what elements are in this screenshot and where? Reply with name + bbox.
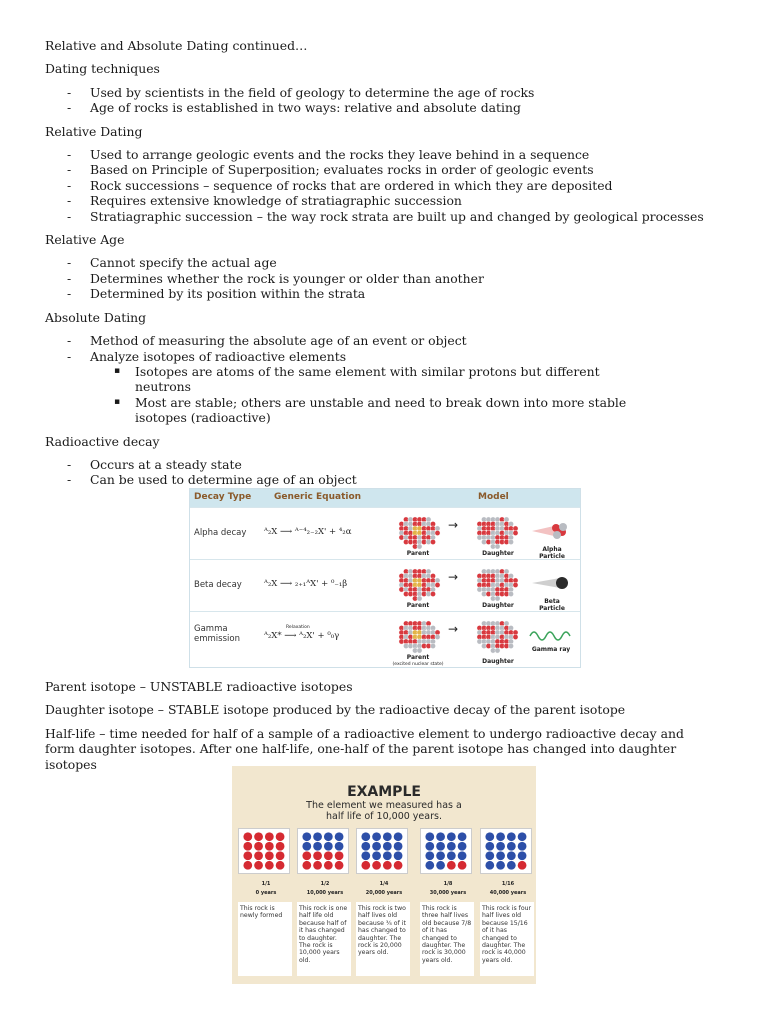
nucleon — [430, 643, 435, 648]
excited-state-note: (excited nuclear state) — [392, 662, 444, 667]
daughter-atom — [447, 832, 456, 841]
daughter-atom — [425, 851, 434, 860]
daughter-atom — [436, 851, 445, 860]
stage-description: This rock is newly formed — [238, 902, 292, 976]
parent-atom — [324, 851, 333, 860]
daughter-atom — [383, 851, 392, 860]
parent-atom — [254, 842, 263, 851]
stage-column — [356, 828, 412, 976]
relaxation-label: Relaxation — [286, 625, 310, 630]
daughter-atom — [447, 842, 456, 851]
parent-atom — [313, 851, 322, 860]
alpha-decay-row — [190, 507, 580, 560]
figure-header — [190, 489, 580, 507]
parent-atom — [243, 832, 252, 841]
daughter-atom — [372, 851, 381, 860]
daughter-atom — [507, 832, 516, 841]
nucleon — [435, 634, 440, 639]
isotope-definitions — [45, 679, 735, 780]
doc-title: Relative and Absolute Dating continued… — [45, 38, 308, 53]
daughter-atom — [372, 832, 381, 841]
stage-description: This rock is two half lives old because ¾ of it has changed to daughter. The rock is 20,000 years old. — [356, 902, 410, 976]
list-item: - Method of measuring the absolute age of an event or object — [67, 333, 467, 349]
nucleon — [495, 544, 500, 549]
nucleon — [508, 643, 513, 648]
parent-atom — [254, 851, 263, 860]
arrow-icon: → — [448, 518, 459, 532]
parent-isotope-definition: Parent isotope – UNSTABLE radioactive isotopes — [45, 679, 353, 694]
nucleon — [430, 539, 435, 544]
daughter-atom — [518, 842, 527, 851]
parent-atom — [302, 851, 311, 860]
daughter-atom — [372, 842, 381, 851]
parent-atom — [243, 851, 252, 860]
section-heading-relative-dating: Relative Dating — [45, 123, 143, 139]
daughter-atom — [335, 842, 344, 851]
nucleon — [495, 596, 500, 601]
alpha-particle-icon — [530, 518, 574, 544]
parent-atom — [276, 861, 285, 870]
beta-decay-row — [190, 559, 580, 612]
list-item: - Requires extensive knowledge of stratiagraphic succession — [67, 193, 462, 209]
daughter-atom — [458, 832, 467, 841]
emitted-label: Gamma ray — [531, 646, 571, 653]
stage-column — [420, 828, 476, 976]
daughter-atom — [485, 861, 494, 870]
parent-atom — [276, 832, 285, 841]
radioactive-decay-list — [45, 457, 735, 488]
list-item: - Used to arrange geologic events and the rocks they leave behind in a sequence — [67, 147, 590, 163]
parent-nucleus-icon — [394, 512, 442, 550]
atom-grid — [297, 828, 349, 874]
daughter-atom — [496, 861, 505, 870]
daughter-atom — [425, 861, 434, 870]
parent-atom — [335, 861, 344, 870]
example-title: EXAMPLE — [347, 784, 421, 800]
parent-atom — [276, 842, 285, 851]
parent-atom — [458, 861, 467, 870]
daughter-atom — [507, 861, 516, 870]
emitted-label: Alpha Particle — [539, 546, 565, 560]
parent-atom — [313, 861, 322, 870]
daughter-atom — [496, 832, 505, 841]
daughter-atom — [335, 832, 344, 841]
parent-nucleus-icon — [394, 564, 442, 602]
daughter-atom — [458, 842, 467, 851]
absolute-dating-list — [45, 333, 735, 425]
section-heading-dating-techniques: Dating techniques — [45, 61, 160, 77]
daughter-atom — [361, 842, 370, 851]
list-item: - Used by scientists in the field of geology to determine the age of rocks — [67, 84, 535, 100]
parent-atom — [243, 842, 252, 851]
stage-years: 40,000 years — [489, 890, 527, 896]
daughter-atom — [394, 851, 403, 860]
parent-atom — [394, 861, 403, 870]
sublist-item: ▪ Isotopes are atoms of the same element with similar protons but different neutrons — [114, 363, 600, 395]
stage-fraction: 1/2 — [320, 881, 330, 887]
parent-atom — [447, 861, 456, 870]
daughter-label: Daughter — [482, 602, 514, 609]
daughter-label: Daughter — [482, 550, 514, 557]
daughter-atom — [383, 842, 392, 851]
daughter-atom — [436, 842, 445, 851]
daughter-atom — [394, 832, 403, 841]
list-item: - Analyze isotopes of radioactive elements ▪ Isotopes are atoms of the same element with similar protons but different neutrons ▪ Most are stable; others are unstable and need to break down into more stable isotopes (radioactive) — [45, 349, 735, 426]
parent-atom — [372, 861, 381, 870]
list-item: - Occurs at a steady state — [67, 456, 242, 472]
daughter-atom — [507, 851, 516, 860]
stage-years: 10,000 years — [306, 890, 344, 896]
daughter-atom — [302, 832, 311, 841]
header-decay-type: Decay Type — [194, 492, 252, 502]
atom-grid — [420, 828, 472, 874]
daughter-atom — [447, 851, 456, 860]
daughter-atom — [425, 842, 434, 851]
stage-fraction: 1/4 — [379, 881, 389, 887]
parent-atom — [243, 861, 252, 870]
parent-atom — [265, 851, 274, 860]
daughter-atom — [485, 842, 494, 851]
section-heading-absolute-dating: Absolute Dating — [45, 309, 147, 325]
parent-atom — [302, 861, 311, 870]
daughter-atom — [361, 832, 370, 841]
header-model: Model — [478, 492, 509, 502]
nucleon — [495, 648, 500, 653]
daughter-atom — [458, 851, 467, 860]
row-equation: ᴬ₂X* ⟶ ᴬ₂X' + ⁰₀γ — [264, 631, 340, 641]
arrow-icon: → — [448, 622, 459, 636]
beta-particle-icon — [530, 570, 574, 596]
row-name: Alpha decay — [194, 528, 247, 538]
nucleon — [513, 530, 518, 535]
nucleon — [417, 596, 422, 601]
relative-age-list — [45, 255, 735, 301]
daughter-atom — [324, 842, 333, 851]
list-item: - Based on Principle of Superposition; evaluates rocks in order of geologic events — [67, 162, 594, 178]
parent-atom — [335, 851, 344, 860]
nucleon — [508, 539, 513, 544]
document-body — [45, 38, 735, 496]
isotope-sublist — [90, 364, 735, 426]
stage-description: This rock is three half lives old because 7/8 of it has changed to daughter. The rock is 30,000 years old. — [420, 902, 474, 976]
daughter-atom — [507, 842, 516, 851]
row-equation: ᴬ₂X ⟶ ₂₊₁ᴬX' + ⁰₋₁β — [264, 579, 348, 589]
stage-fraction: 1/8 — [443, 881, 453, 887]
daughter-nucleus-icon — [472, 512, 520, 550]
parent-atom — [265, 842, 274, 851]
daughter-nucleus-icon — [472, 564, 520, 602]
daughter-atom — [436, 832, 445, 841]
atom-grid — [238, 828, 290, 874]
daughter-isotope-definition: Daughter isotope – STABLE isotope produced by the radioactive decay of the parent isotope — [45, 702, 626, 718]
list-item: - Rock successions – sequence of rocks that are ordered in which they are deposited — [67, 177, 613, 193]
list-item: - Determined by its position within the strata — [67, 286, 366, 302]
section-heading-radioactive-decay: Radioactive decay — [45, 433, 160, 449]
stage-years: 0 years — [255, 890, 277, 896]
daughter-atom — [485, 851, 494, 860]
list-item: - Determines whether the rock is younger or older than another — [67, 270, 484, 286]
stage-years: 30,000 years — [429, 890, 467, 896]
daughter-atom — [302, 842, 311, 851]
daughter-atom — [518, 851, 527, 860]
gamma-emission-row — [190, 611, 580, 668]
row-name: Beta decay — [194, 580, 242, 590]
stage-years: 20,000 years — [365, 890, 403, 896]
relative-dating-list — [45, 147, 735, 224]
emitted-label: Beta Particle — [539, 598, 565, 612]
daughter-nucleus-icon — [472, 616, 520, 654]
nucleon — [417, 544, 422, 549]
list-item: - Stratiagraphic succession – the way rock strata are built up and changed by geological processes — [67, 208, 704, 224]
stage-column — [480, 828, 536, 976]
parent-atom — [276, 851, 285, 860]
parent-atom — [254, 861, 263, 870]
sublist-item: ▪ Most are stable; others are unstable and need to break down into more stable isotopes (radioactive) — [114, 394, 627, 426]
row-equation: ᴬ₂X ⟶ ᴬ⁻⁴₂₋₂X' + ⁴₂α — [264, 527, 352, 537]
daughter-atom — [485, 832, 494, 841]
nucleon — [417, 648, 422, 653]
daughter-atom — [324, 832, 333, 841]
half-life-example-figure — [232, 766, 536, 984]
atom-grid — [480, 828, 532, 874]
decay-types-figure — [189, 488, 581, 668]
daughter-atom — [313, 842, 322, 851]
example-subtitle: The element we measured has a half life of 10,000 years. — [306, 800, 462, 822]
parent-label: Parent — [406, 550, 430, 557]
header-generic-equation: Generic Equation — [274, 492, 362, 502]
half-life-definition: Half-life – time needed for half of a sample of a radioactive element to undergo radioactive decay and form daughter isotopes. After one half-life, one-half of the parent isotope has changed into daughter isotopes — [45, 725, 684, 772]
daughter-atom — [313, 832, 322, 841]
daughter-atom — [518, 832, 527, 841]
parent-atom — [361, 861, 370, 870]
section-heading-relative-age: Relative Age — [45, 232, 125, 248]
daughter-atom — [496, 842, 505, 851]
stage-description: This rock is one half life old because half of it has changed to daughter. The rock is 10,000 years old. — [297, 902, 351, 976]
row-name: Gamma emmission — [194, 624, 240, 644]
list-item: - Age of rocks is established in two ways: relative and absolute dating — [67, 100, 521, 116]
stage-fraction: 1/16 — [501, 881, 515, 887]
nucleon — [513, 634, 518, 639]
parent-atom — [324, 861, 333, 870]
excited-parent-nucleus-icon — [394, 616, 442, 654]
parent-atom — [383, 861, 392, 870]
nucleon — [435, 582, 440, 587]
arrow-icon: → — [448, 570, 459, 584]
parent-atom — [265, 861, 274, 870]
daughter-atom — [496, 851, 505, 860]
nucleon — [435, 530, 440, 535]
stage-column — [238, 828, 294, 976]
parent-atom — [518, 861, 527, 870]
parent-label: Parent — [406, 654, 430, 661]
nucleon — [513, 582, 518, 587]
list-item: - Can be used to determine age of an object — [67, 472, 357, 488]
dating-techniques-list — [45, 85, 735, 116]
parent-atom — [254, 832, 263, 841]
gamma-ray-icon — [528, 626, 576, 646]
daughter-label: Daughter — [482, 658, 514, 665]
daughter-atom — [436, 861, 445, 870]
daughter-atom — [425, 832, 434, 841]
stage-column — [297, 828, 353, 976]
parent-atom — [265, 832, 274, 841]
list-item: - Cannot specify the actual age — [67, 255, 277, 271]
nucleon — [430, 591, 435, 596]
daughter-atom — [394, 842, 403, 851]
daughter-atom — [361, 851, 370, 860]
daughter-atom — [383, 832, 392, 841]
parent-label: Parent — [406, 602, 430, 609]
nucleon — [508, 591, 513, 596]
stage-fraction: 1/1 — [261, 881, 271, 887]
stage-description: This rock is four half lives old because 15/16 of it has changed to daughter. The rock is 40,000 years old. — [480, 902, 534, 976]
atom-grid — [356, 828, 408, 874]
